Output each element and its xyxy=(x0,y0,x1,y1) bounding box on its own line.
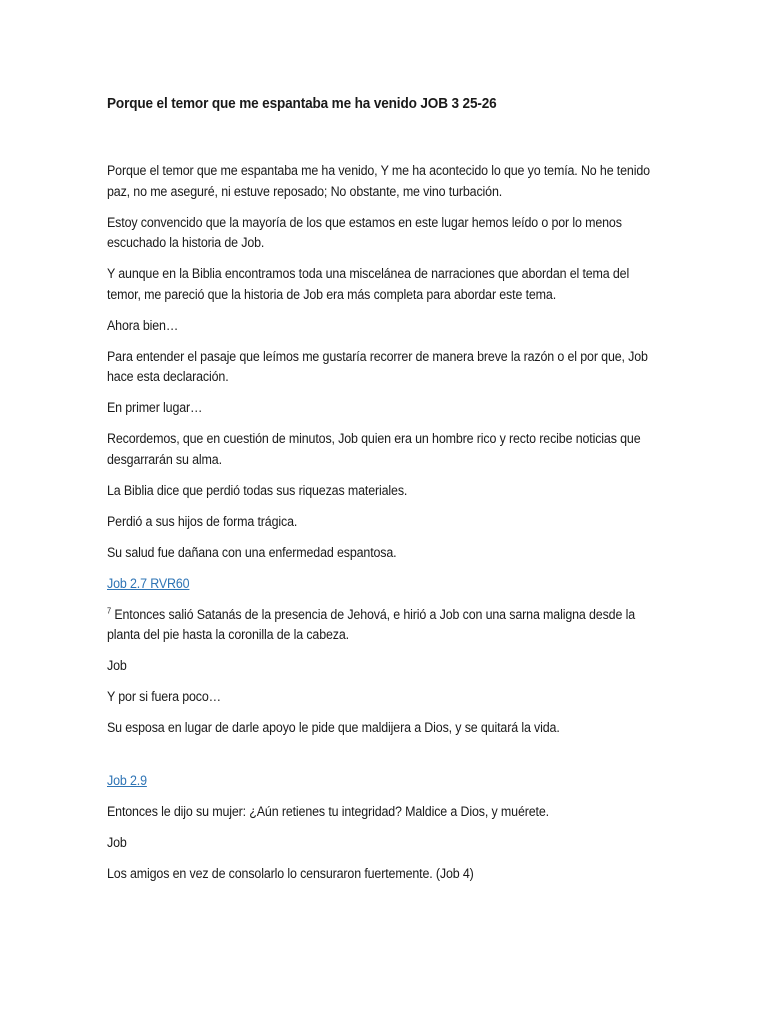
paragraph: Recordemos, que en cuestión de minutos, Job quien era un hombre rico y recto recibe noticias que desgarrarán su alma. xyxy=(107,431,641,467)
scripture-link-job-2-9[interactable]: Job 2.9 xyxy=(107,772,147,788)
paragraph: Entonces le dijo su mujer: ¿Aún retienes tu integridad? Maldice a Dios, y muérete. xyxy=(107,803,549,819)
paragraph: Estoy convencido que la mayoría de los que estamos en este lugar hemos leído o por lo menos escuchado la historia de Job. xyxy=(107,214,622,250)
verse-paragraph xyxy=(107,605,665,646)
scripture-link-paragraph xyxy=(107,574,665,595)
document-body xyxy=(107,94,667,895)
paragraph: La Biblia dice que perdió todas sus riquezas materiales. xyxy=(107,482,408,498)
document-title: Porque el temor que me espantaba me ha venido JOB 3 25-26 xyxy=(107,96,497,112)
scripture-link-paragraph xyxy=(107,771,665,792)
paragraph-verse-quote: Porque el temor que me espantaba me ha venido, Y me ha acontecido lo que yo temía. No he tenido paz, no me aseguré, ni estuve reposado; No obstante, me vino turbación. xyxy=(107,163,650,199)
paragraph: Su esposa en lugar de darle apoyo le pide que maldijera a Dios, y se quitará la vida. xyxy=(107,720,560,735)
paragraph: Y aunque en la Biblia encontramos toda una miscelánea de narraciones que abordan el tema del temor, me pareció que la historia de Job era más completa para abordar este tema. xyxy=(107,266,630,302)
paragraph: Y por si fuera poco… xyxy=(107,689,221,704)
verse-text: Entonces salió Satanás de la presencia de Jehová, e hirió a Job con una sarna maligna desde la planta del pie hasta la coronilla de la cabeza. xyxy=(107,606,635,642)
scripture-link-job-2-7[interactable]: Job 2.7 RVR60 xyxy=(107,575,190,591)
paragraph: Para entender el pasaje que leímos me gustaría recorrer de manera breve la razón o el por que, Job hace esta declaración. xyxy=(107,348,648,384)
verse-number: 7 xyxy=(107,606,112,616)
paragraph: Su salud fue dañana con una enfermedad espantosa. xyxy=(107,544,397,560)
paragraph: Job xyxy=(107,658,127,673)
paragraph: Perdió a sus hijos de forma trágica. xyxy=(107,513,298,529)
paragraph: Job xyxy=(107,834,127,850)
paragraph: Ahora bien… xyxy=(107,317,179,333)
paragraph: Los amigos en vez de consolarlo lo censuraron fuertemente. (Job 4) xyxy=(107,865,474,881)
paragraph: En primer lugar… xyxy=(107,400,203,415)
